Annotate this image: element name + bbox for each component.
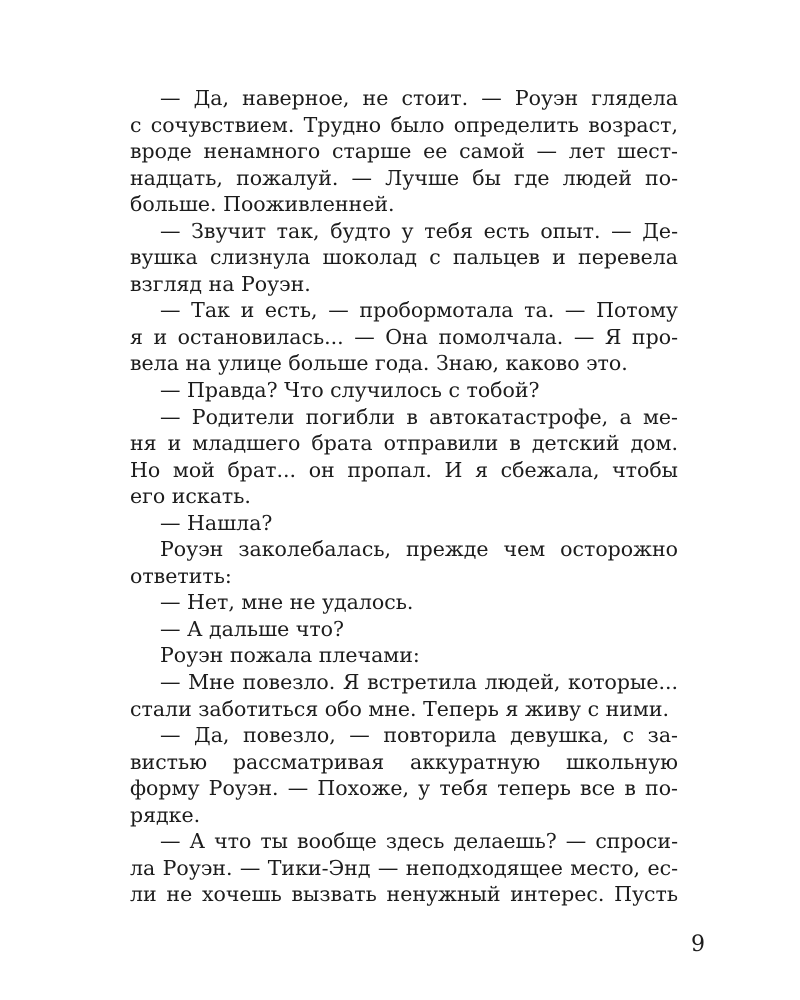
text-line: вушка слизнула шоколад с пальцев и перевела [130, 245, 678, 270]
text-line: вроде ненамного старше ее самой — лет шест- [130, 139, 678, 164]
text-line: больше. Пооживленней. [130, 192, 395, 217]
text-line: — Да, повезло, — повторила девушка, с за- [160, 723, 678, 748]
text-line: — Нет, мне не удалось. [160, 590, 414, 615]
text-line: — Мне повезло. Я встретила людей, которые... [160, 670, 678, 695]
text-line: — А что ты вообще здесь делаешь? — спроси- [160, 829, 678, 854]
text-line: — Звучит так, будто у тебя есть опыт. — Де- [160, 218, 678, 243]
text-line: — Так и есть, — пробормотала та. — Потому [160, 298, 678, 323]
text-line: я и остановилась... — Она помолчала. — Я про- [130, 324, 678, 349]
text-line: форму Роуэн. — Похоже, у тебя теперь все в по- [130, 776, 678, 801]
text-line: — Правда? Что случилось с тобой? [160, 378, 540, 403]
text-line: вела на улице больше года. Знаю, каково это. [130, 351, 628, 376]
text-line: — Да, наверное, не стоит. — Роуэн глядела [160, 86, 678, 110]
text-line: вистью рассматривая аккуратную школьную [130, 749, 678, 774]
text-line: — А дальше что? [160, 616, 345, 641]
page-number: 9 [691, 932, 705, 957]
text-line: ла Роуэн. — Тики-Энд — неподходящее место, ес- [130, 855, 678, 880]
text-line: ответить: [130, 563, 232, 588]
text-line: рядке. [130, 802, 201, 827]
text-line: ли не хочешь вызвать ненужный интерес. Пусть [130, 882, 678, 907]
text-line: ня и младшего брата отправили в детский дом. [130, 431, 678, 456]
text-line: надцать, пожалуй. — Лучше бы где людей по- [130, 165, 678, 190]
text-line: Роуэн заколебалась, прежде чем осторожно [160, 537, 678, 562]
text-line: Роуэн пожала плечами: [160, 643, 420, 668]
text-line: его искать. [130, 484, 251, 509]
text-line: стали заботиться обо мне. Теперь я живу с ними. [130, 696, 670, 721]
text-line: с сочувствием. Трудно было определить возраст, [130, 112, 678, 137]
text-line: — Нашла? [160, 510, 273, 535]
text-line: — Родители погибли в автокатастрофе, а ме- [160, 404, 678, 429]
body-text [130, 85, 678, 908]
text-line: взгляд на Роуэн. [130, 271, 311, 296]
text-line: Но мой брат... он пропал. И я сбежала, чтобы [130, 457, 678, 482]
